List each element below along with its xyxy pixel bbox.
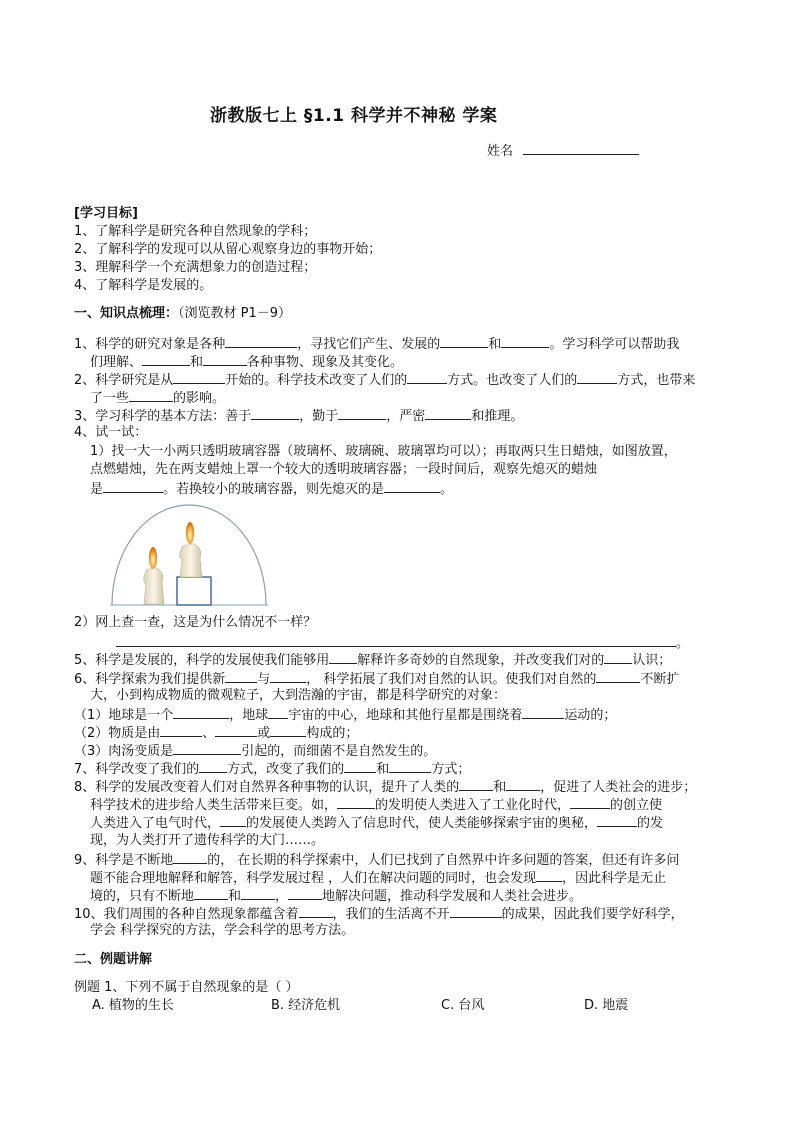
question-6-sub1: （1）地球是一个 ，地球 宇宙的中心，地球和其他行星都是围绕着 运动的； [74,705,616,724]
option-b[interactable]: B. 经济危机 [271,998,341,1013]
blank[interactable] [522,705,564,719]
blank[interactable] [450,904,502,918]
page-title: 浙教版七上 §1.1 科学并不神秘 学案 [210,106,498,126]
option-d[interactable]: D. 地震 [584,998,629,1013]
blank[interactable] [225,334,297,348]
question-3: 3、学习科学的基本方法：善于 ，勤于 ，严密 和推理。 [74,406,523,425]
blank[interactable] [194,886,228,900]
question-8-line4: 现，为人类打开了遗传科学的大门……。 [90,833,325,848]
question-1-cont: 们理解、 和 各种事物、现象及其变化。 [90,352,403,371]
blank[interactable] [536,868,562,882]
question-9: 9、科学是不断地 的， 在长期的科学探索中，人们已找到了自然界中许多问题的答案，但还有许多问 [74,850,679,869]
blank[interactable] [173,705,229,719]
question-4-heading: 4、试一试： [74,425,148,440]
candle-jar-illustration [108,500,270,608]
blank[interactable] [173,850,207,864]
question-10: 10、我们周围的各种自然现象都蕴含着 ，我们的生活离不开 的成果，因此我们要学好科学， [74,904,684,923]
question-6: 6、科学探索为我们提供新 与 ， 科学拓展了我们对自然的认识。使我们对自然的 不断扩 [74,669,679,688]
blank[interactable] [116,633,676,647]
blank[interactable] [103,479,163,493]
option-a[interactable]: A. 植物的生长 [92,998,174,1013]
blank[interactable] [288,886,322,900]
question-4-part1-end: 是 。若换较小的玻璃容器，则先熄灭的是 。 [90,479,453,498]
question-9-line3: 境的，只有不断地 和 ， 地解决问题，推动科学发展和人类社会进步。 [90,886,582,905]
name-label: 姓名 [487,141,639,160]
objectives-heading: [学习目标] [74,206,138,221]
blank[interactable] [597,813,637,827]
candle-stand [177,577,211,605]
blank[interactable] [425,406,471,420]
question-4-part2: 2）网上查一查，这是为什么情况不一样？ [74,615,317,630]
blank[interactable] [577,370,617,384]
blank[interactable] [501,334,549,348]
blank[interactable] [203,352,247,366]
blank[interactable] [270,669,306,683]
blank[interactable] [268,705,288,719]
blank[interactable] [344,759,376,773]
question-2: 2、科学研究是从 开始的。科学技术改变了人们的 方式。也改变了人们的 方式，也带来 [74,370,695,389]
blank[interactable] [299,904,333,918]
question-10-cont: 学会 科学探究的方法，学会科学的思考方法。 [90,923,355,938]
question-4-answer-line: 。 [116,633,689,652]
blank[interactable] [337,795,375,809]
question-6-cont: 大，小到构成物质的微观粒子，大到浩瀚的宇宙，都是科学研究的对象： [90,688,507,703]
blank[interactable] [199,759,227,773]
blank[interactable] [329,650,357,664]
blank[interactable] [173,741,241,755]
question-4-part1: 1）找一大一小两只透明玻璃容器（玻璃杯、玻璃碗、玻璃罩均可以）；再取两只生日蜡烛，如图放置， [90,444,677,459]
blank[interactable] [338,406,386,420]
question-4-part1-cont: 点燃蜡烛，先在两支蜡烛上罩一个较大的透明玻璃容器；一段时间后，观察先熄灭的蜡烛 [90,462,598,477]
question-6-sub2: （2）物质是由 、 或 构成的； [74,723,358,742]
blank[interactable] [384,479,440,493]
question-8: 8、科学的发展改变着人们对自然界各种事物的认识，提升了人类的 和 ，促进了人类社会的进步； [74,777,696,796]
question-1: 1、科学的研究对象是各种 ，寻找它们产生、发展的 和 。学习科学可以帮助我 [74,334,679,353]
question-2-cont: 了一些 的影响。 [90,388,225,407]
question-6-sub3: （3）肉汤变质是 引起的，而细菌不是自然发生的。 [74,741,436,760]
short-candle [144,547,164,604]
section1-heading: 一、知识点梳理：（浏览教材 P1－9） [74,306,292,321]
blank[interactable] [407,370,447,384]
blank[interactable] [389,759,431,773]
blank[interactable] [596,669,640,683]
objective-item: 3、理解科学一个充满想象力的创造过程； [74,260,317,275]
blank[interactable] [570,795,610,809]
question-9-line2: 题不能合理地解释和解答，科学发展过程 ，人们在解决问题的同时，也会发现 ，因此科学是无止 [90,868,666,887]
blank[interactable] [220,813,246,827]
blank[interactable] [459,777,493,791]
blank[interactable] [604,650,632,664]
blank[interactable] [129,388,173,402]
question-8-line3: 人类进入了电气时代， 的发展使人类跨入了信息时代，使人类能够探索宇宙的奥秘， 的发 [90,813,663,832]
blank[interactable] [225,669,257,683]
blank[interactable] [142,352,190,366]
tall-candle [180,522,202,577]
objective-item: 4、了解科学是发展的。 [74,278,213,293]
name-blank[interactable] [523,141,639,155]
objective-item: 1、了解科学是研究各种自然现象的学科； [74,224,317,239]
objective-item: 2、了解科学的发现可以从留心观察身边的事物开始； [74,242,382,257]
blank[interactable] [173,370,225,384]
example-1-stem: 例题 1、下列不属于自然现象的是（ ） [74,980,299,995]
blank[interactable] [440,334,488,348]
question-5: 5、科学是发展的，科学的发展使我们能够用 解释许多奇妙的自然现象，并改变我们对的 认识； [74,650,671,669]
question-7: 7、科学改变了我们的 方式，改变了我们的 和 方式； [74,759,470,778]
blank[interactable] [241,886,275,900]
option-c[interactable]: C. 台风 [441,998,485,1013]
blank[interactable] [506,777,540,791]
question-8-line2: 科学技术的进步给人类生活带来巨变。如， 的发明使人类进入了工业化时代， 的创立使 [90,795,662,814]
section2-heading: 二、例题讲解 [74,952,153,967]
blank[interactable] [215,723,257,737]
blank[interactable] [251,406,299,420]
blank[interactable] [160,723,202,737]
blank[interactable] [270,723,306,737]
